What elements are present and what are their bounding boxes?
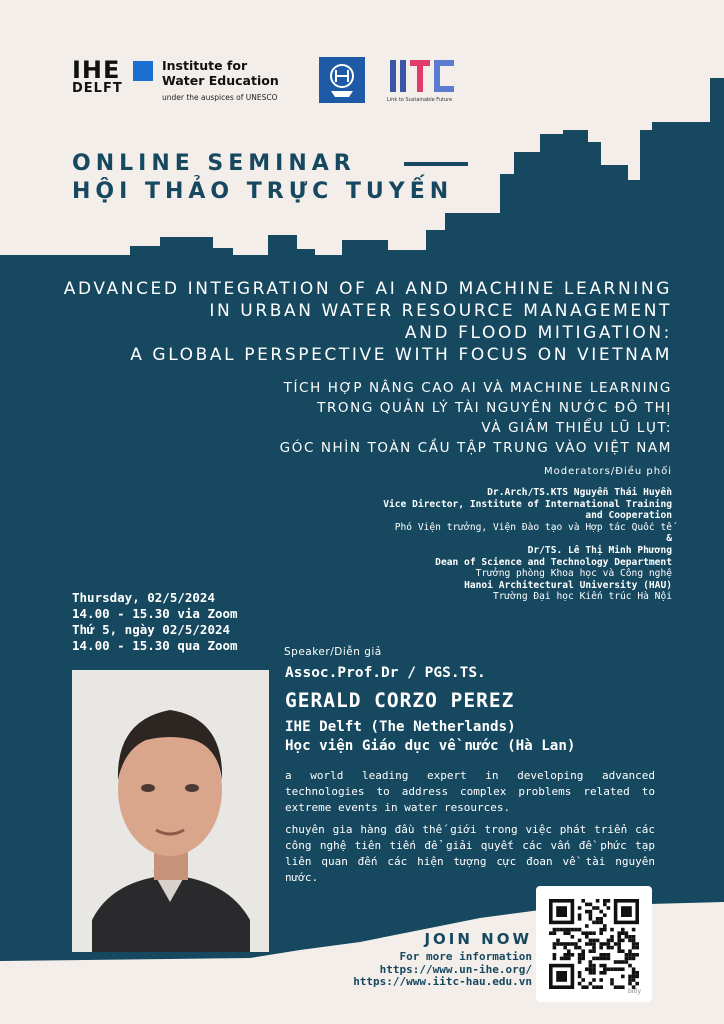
speaker-description-vn: chuyên gia hàng đầu thế giới trong việc phát triển các công nghệ tiên tiến để giải quyết các vấn đề phức tạp liên quan đến các hiện tượng cực đoan về tài nguyên nước.: [285, 823, 655, 884]
ihe-delft-logo: [72, 58, 123, 96]
speaker-label: Speaker/Diễn giả: [284, 646, 382, 658]
iitc-logo-icon: [388, 58, 456, 102]
speaker-affiliation: [285, 718, 575, 756]
more-info-label: For more information: [399, 950, 532, 963]
topic-en-line: A GLOBAL PERSPECTIVE WITH FOCUS ON VIETNAM: [130, 345, 672, 365]
seminar-title-en: ONLINE SEMINAR: [72, 151, 356, 176]
speaker-name: GERALD CORZO PEREZ: [285, 689, 515, 712]
institute-name: [162, 58, 279, 88]
more-info-block: [353, 951, 532, 989]
schedule-line: Thứ 5, ngày 02/5/2024: [72, 622, 231, 637]
moderator-line: Dean of Science and Technology Department: [435, 556, 672, 568]
moderator-line: Dr/TS. Lê Thị Minh Phương: [527, 544, 672, 556]
ihe-website-link[interactable]: https://www.un-ihe.org/: [379, 962, 532, 976]
speaker-portrait-icon: [72, 670, 269, 952]
schedule-line: 14.00 - 15.30 qua Zoom: [72, 638, 238, 653]
ihe-logo-text: IHE: [72, 56, 121, 84]
delft-logo-text: DELFT: [72, 81, 123, 96]
schedule-line: Thursday, 02/5/2024: [72, 590, 215, 605]
topic-en-line: ADVANCED INTEGRATION OF AI AND MACHINE LEARNING: [63, 279, 672, 299]
seminar-title-vn: HỘI THẢO TRỰC TUYẾN: [72, 179, 454, 204]
schedule-block: [72, 590, 238, 654]
topic-vn-line: TÍCH HỢP NÂNG CAO AI VÀ MACHINE LEARNING: [283, 380, 672, 396]
topic-vn-line: TRONG QUẢN LÝ TÀI NGUYÊN NƯỚC ĐÔ THỊ: [317, 400, 672, 416]
moderator-line: and Cooperation: [585, 510, 672, 522]
institute-line-1: Institute for: [162, 58, 248, 73]
hau-website-link[interactable]: https://www.iitc-hau.edu.vn: [353, 975, 532, 988]
topic-vn-line: GÓC NHÌN TOÀN CẦU TẬP TRUNG VÀO VIỆT NAM: [279, 440, 672, 456]
speaker-description-en: a world leading expert in developing advanced technologies to address complex problems related to extreme events in water resources.: [285, 769, 655, 814]
moderator-line: Dr.Arch/TS.KTS Nguyễn Thái Huyền: [487, 487, 672, 498]
qr-code[interactable]: [536, 886, 652, 1002]
moderator-line: Trường Đại học Kiến trúc Hà Nội: [492, 591, 672, 603]
topic-vn-line: VÀ GIẢM THIỂU LŨ LỤT:: [481, 420, 672, 436]
speaker-photo: [72, 670, 269, 952]
join-now-heading: JOIN NOW: [424, 930, 532, 948]
schedule-line: 14.00 - 15.30 via Zoom: [72, 606, 238, 621]
moderators-label: Moderators/Điều phối: [544, 466, 672, 477]
speaker-title: Assoc.Prof.Dr / PGS.TS.: [285, 665, 486, 681]
topic-heading-vn: [32, 378, 672, 458]
iitc-tagline: Link to Sustainable Future: [387, 97, 453, 103]
title-divider: [404, 162, 468, 166]
qr-label: bitly: [628, 988, 642, 995]
topic-en-line: AND FLOOD MITIGATION:: [404, 323, 672, 343]
moderator-line: Hanoi Architectural University (HAU): [464, 579, 672, 591]
affiliation-en: IHE Delft (The Netherlands): [285, 719, 516, 735]
ihe-logo-square: [133, 61, 153, 81]
moderator-line: Vice Director, Institute of International Training: [383, 498, 672, 510]
moderators-block: [232, 487, 672, 603]
moderator-line: Phó Viện trưởng, Viện Đào tạo và Hợp tác Quốc tế: [394, 521, 672, 533]
unesco-tagline: under the auspices of UNESCO: [162, 93, 278, 102]
affiliation-vn: Học viện Giáo dục về nước (Hà Lan): [285, 738, 576, 754]
moderator-line: Trưởng phòng Khoa học và Công nghệ: [475, 568, 672, 580]
moderator-line: &: [666, 533, 672, 545]
topic-en-line: IN URBAN WATER RESOURCE MANAGEMENT: [209, 301, 672, 321]
qr-code-icon: [536, 886, 652, 1002]
institute-line-2: Water Education: [162, 73, 279, 88]
hau-logo-icon: [319, 57, 365, 103]
topic-heading-en: [32, 278, 672, 366]
